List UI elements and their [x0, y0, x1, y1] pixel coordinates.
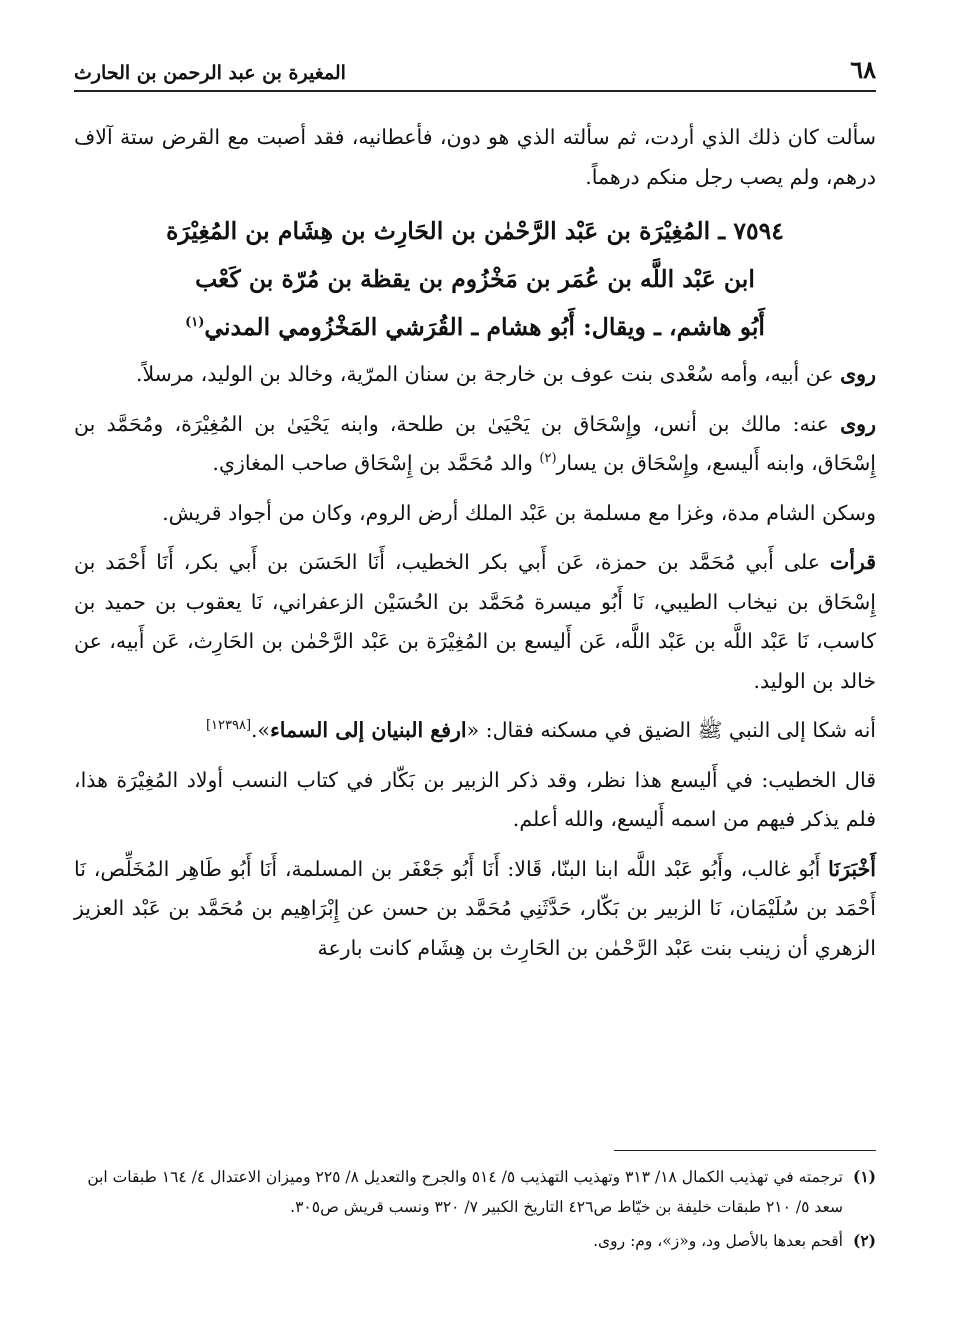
footnotes: [74, 1162, 876, 1260]
hadith-number: [١٢٣٩٨]: [205, 718, 252, 734]
paragraph-continuation: سألت كان ذلك الذي أردت، ثم سألته الذي هو دون، فأعطانيه، فقد أصبت مع القرض ستة آلاف درهم، ولم يصب رجل منكم درهماً.: [74, 125, 876, 189]
paragraph-text: عن أبيه، وأمه سُعْدى بنت عوف بن خارجة بن سنان المرّية، وخالد بن الوليد، مرسلاً.: [135, 362, 834, 386]
lead-word: قرأت: [829, 550, 876, 574]
footnote-1: [74, 1162, 876, 1222]
paragraph-akhbarana: [74, 850, 876, 969]
paragraph-khatib-note: قال الخطيب: في أَليسع هذا نظر، وقد ذكر الزبير بن بَكّار في كتاب النسب أولاد المُغِيْرَة هذا، فلم يذكر فيهم من اسمه أَليسع، والله أعلم.: [74, 767, 876, 831]
header-rule: [74, 90, 876, 92]
footnote-ref-2[interactable]: (٢): [539, 451, 557, 467]
footnote-ref-1[interactable]: (١): [185, 315, 205, 331]
heading-line-2: ابن عَبْد اللَّه بن عُمَر بن مَخْزُوم بن يقظة بن مُرّة بن كَعْب: [195, 265, 755, 293]
footnote-mark: (٢): [852, 1231, 876, 1250]
paragraph-text: أَبُو غالب، وأَبُو عَبْد اللَّه ابنا البنّا، قَالا: أَنَا أَبُو جَعْفَر بن المسلمة، أَنَا أَبُو طَاهِر المُخَلِّص، نَا أَحْمَد بن سُلَيْمَان، نَا الزبير بن بَكّار، حَدَّثَنِي مُحَمَّد بن حسن عن إِبْرَاهِيم بن مُحَمَّد بن عَبْد العزيز الزهري أن زينب بنت عَبْد الرَّحْمٰن بن الحَارِث بن هِشَام كانت بارعة: [74, 856, 876, 960]
footnote-rule: [614, 1150, 876, 1151]
lead-word: أَخْبَرَنَا: [828, 856, 876, 881]
page-number: ٦٨: [850, 55, 876, 84]
main-text: [74, 118, 876, 978]
footnote-mark: (١): [852, 1167, 876, 1186]
running-header: [74, 44, 876, 84]
paragraph-text: على أَبي مُحَمَّد بن حمزة، عَن أَبي بكر الخطيب، أَنَا الحَسَن بن أَبي بكر، أَنَا أَحْمَد بن إِسْحَاق بن نيخاب الطيبي، نَا أَبُو ميسرة مُحَمَّد بن الحُسَيْن الزعفراني، نَا يعقوب بن حميد بن كاسب، نَا عَبْد اللَّه بن عَبْد اللَّه، عَن أَليسع بن المُغِيْرَة بن عَبْد الرَّحْمٰن بن الحَارِث، عَن أَبيه، عن خالد بن الوليد.: [74, 550, 876, 693]
paragraph-residence: وسكن الشام مدة، وغزا مع مسلمة بن عَبْد الملك أرض الروم، وكان من أجواد قريش.: [162, 500, 876, 525]
heading-line-3: [74, 303, 876, 351]
footnote-2: [74, 1226, 876, 1256]
hadith-close: ».: [251, 718, 271, 742]
paragraph-narrated-from: [74, 355, 876, 395]
heading-line-3-text: أَبُو هاشم، ـ ويقال: أَبُو هشام ـ القُرَشي المَخْزُومي المدني: [204, 313, 765, 341]
lead-word: روى: [840, 411, 876, 436]
paragraph-hadith: [74, 711, 876, 751]
running-title: المغيرة بن عبد الرحمن بن الحارث: [74, 62, 346, 84]
paragraph-text: عنه: مالك بن أنس، وإِسْحَاق بن يَحْيَىٰ بن طلحة، وابنه يَحْيَىٰ بن المُغِيْرَة، ومُحَمَّد بن إِسْحَاق، وابنه أَليسع، وإِسْحَاق بن يسار: [74, 411, 876, 475]
footnote-text: أقحم بعدها بالأصل ود، و«ز»، وم: روى.: [593, 1232, 843, 1250]
paragraph-text-end: والد مُحَمَّد بن إِسْحَاق صاحب المغازي.: [212, 451, 540, 475]
hadith-quote: ارفع البنيان إلى السماء: [270, 718, 467, 742]
paragraph-narrated-by: [74, 405, 876, 484]
entry-heading: [74, 207, 876, 351]
hadith-intro: أنه شكا إلى النبي ﷺ الضيق في مسكنه فقال: «: [466, 718, 876, 742]
footnote-text: ترجمته في تهذيب الكمال ١٨/ ٣١٣ وتهذيب التهذيب ٥/ ٥١٤ والجرح والتعديل ٨/ ٢٢٥ وميزان الاعتدال ٤/ ١٦٤ طبقات ابن سعد ٥/ ٢١٠ طبقات خليفة بن خيّاط ص٤٢٦ التاريخ الكبير ٧/ ٣٢٠ ونسب قريش ص٣٠٥.: [87, 1168, 843, 1216]
paragraph-isnad: [74, 543, 876, 701]
lead-word: روى: [840, 362, 876, 386]
heading-line-1: ٧٥٩٤ ـ المُغِيْرَة بن عَبْد الرَّحْمٰن بن الحَارِث بن هِشَام بن المُغِيْرَة: [166, 217, 784, 245]
